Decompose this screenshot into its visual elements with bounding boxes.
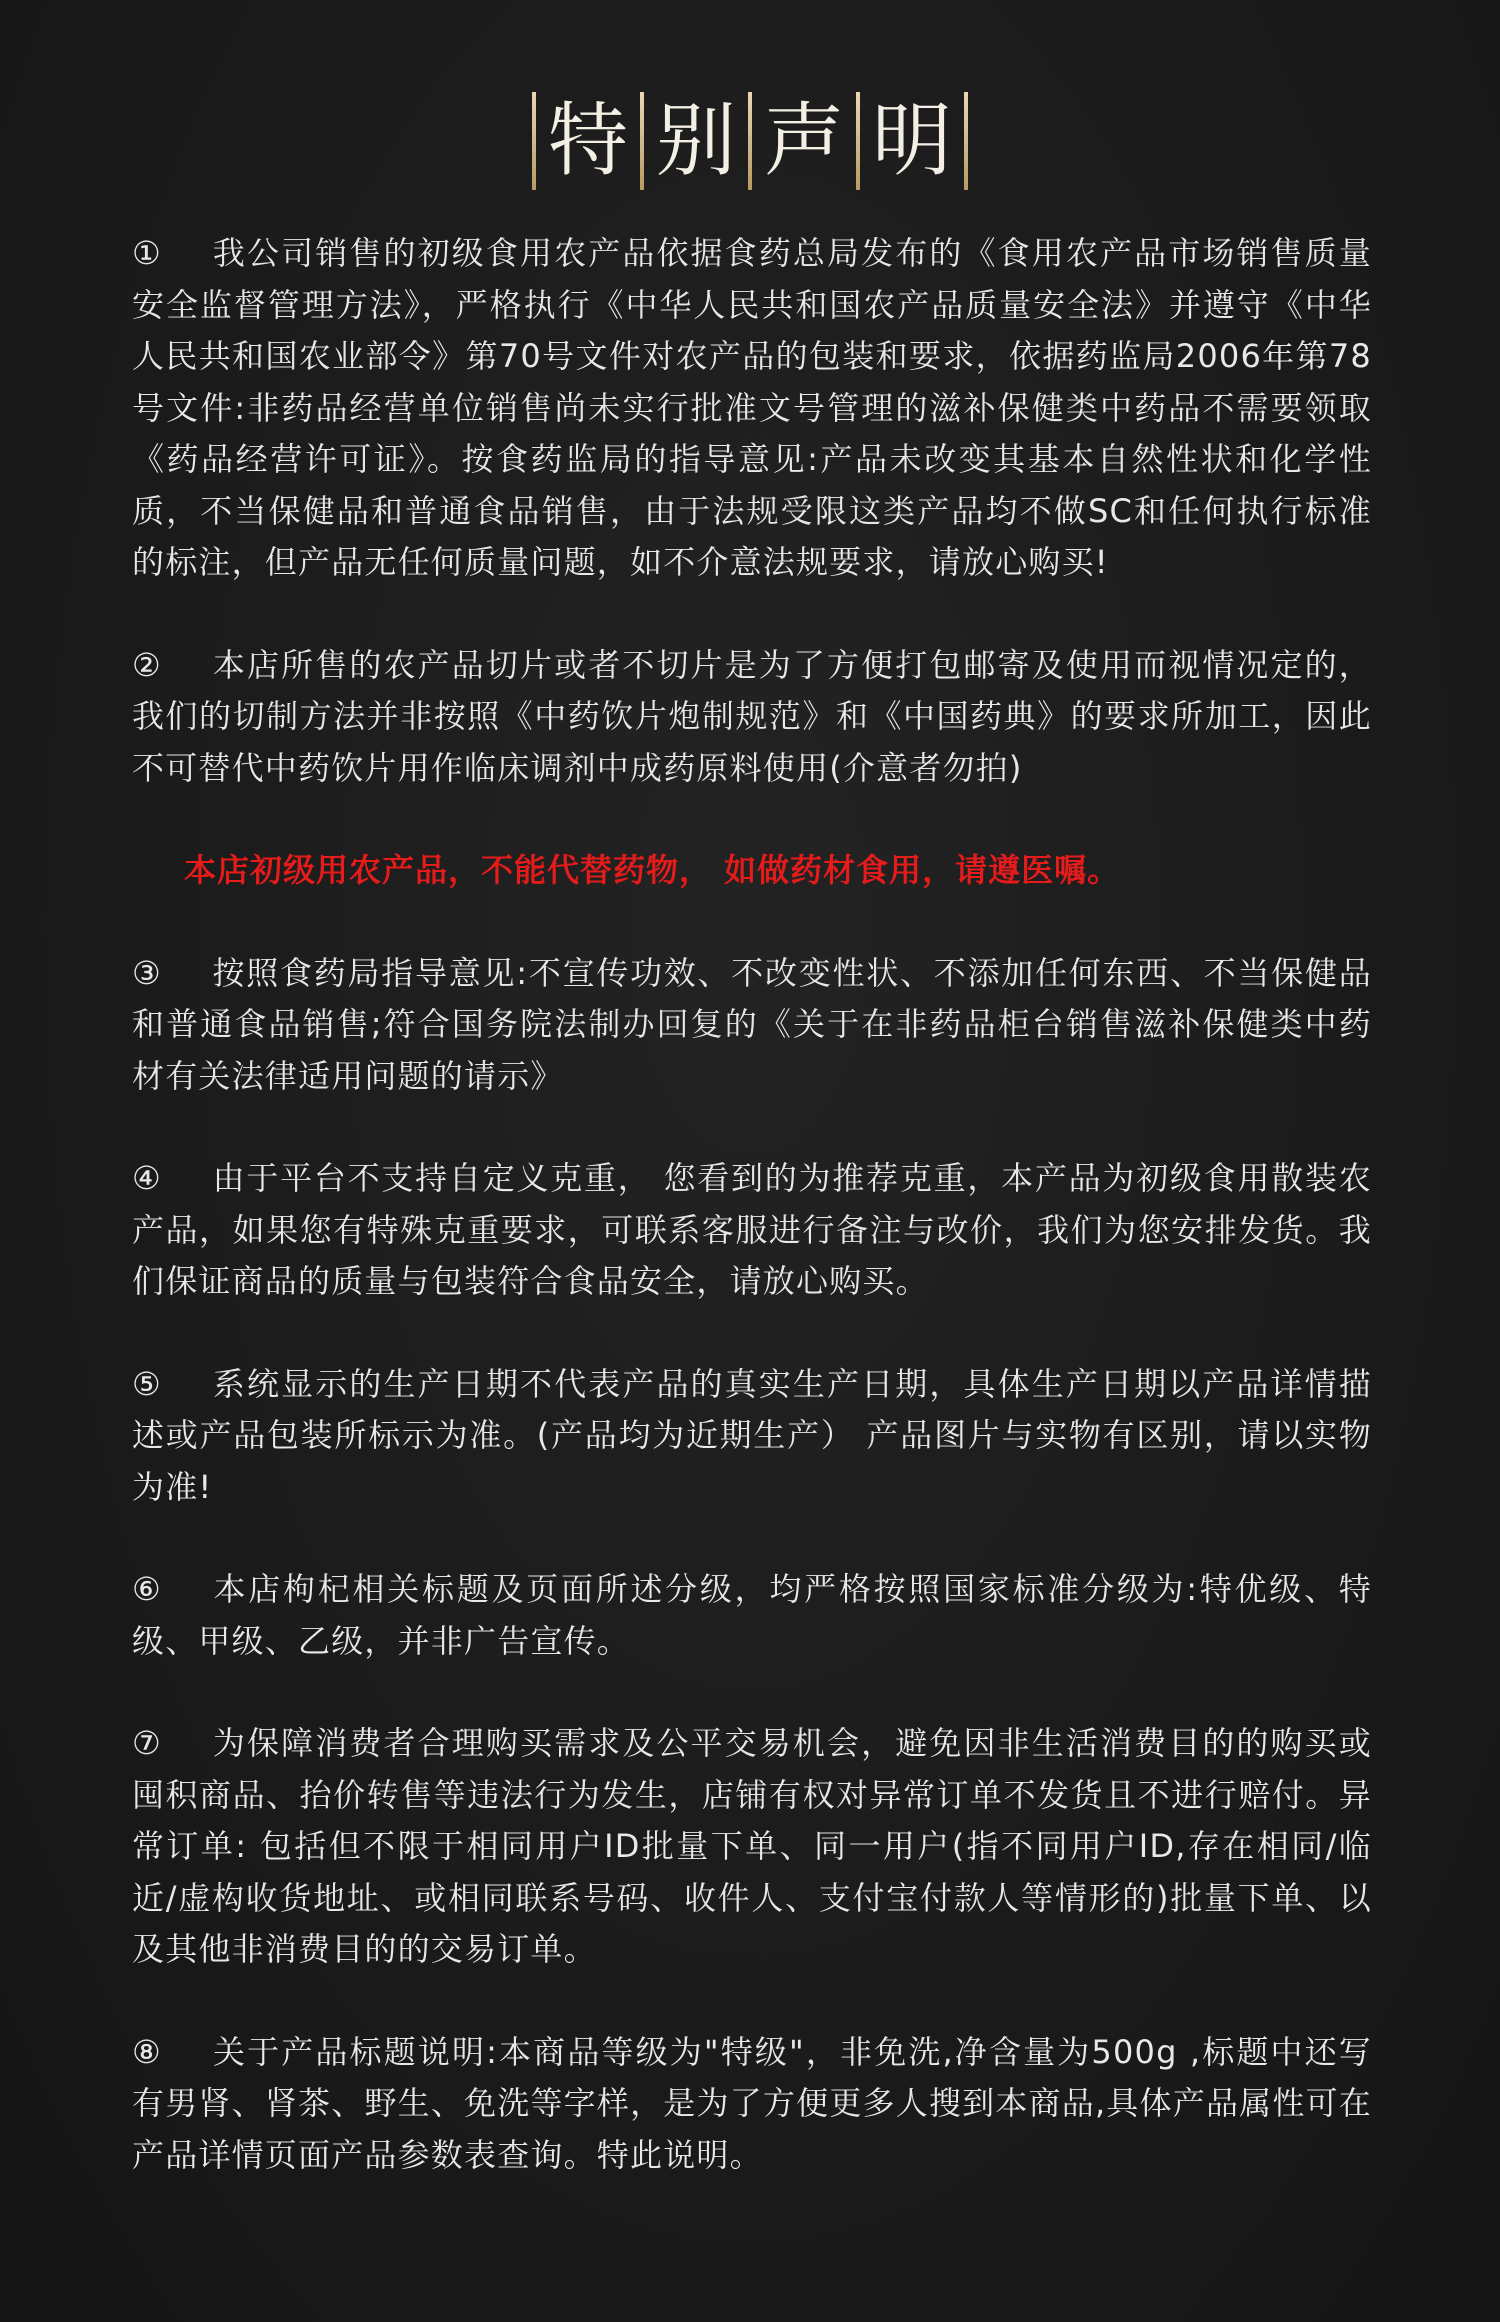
statement-body bbox=[132, 228, 1372, 2232]
paragraph-text: 由于平台不支持自定义克重， 您看到的为推荐克重，本产品为初级食用散装农产品，如果您有特殊克重要求，可联系客服进行备注与改价，我们为您安排发货。我们保证商品的质量与包装符合食品安全，请放心购买。 bbox=[132, 1159, 1372, 1300]
title-divider bbox=[964, 92, 968, 190]
title-char: 别 bbox=[656, 94, 736, 187]
statement-paragraph-5 bbox=[132, 1359, 1372, 1514]
page-title bbox=[0, 92, 1500, 190]
paragraph-number: ④ bbox=[132, 1159, 162, 1197]
title-divider bbox=[748, 92, 752, 190]
paragraph-text: 为保障消费者合理购买需求及公平交易机会，避免因非生活消费目的的购买或囤积商品、抬价转售等违法行为发生，店铺有权对异常订单不发货且不进行赔付。异常订单: 包括但不限于相同用户ID批量下单、同一用户(指不同用户ID,存在相同/临近/虚构收货地址、或相同联系号码、收件人、支付宝付款人等情形的)批量下单、以及其他非消费目的的交易订单。 bbox=[132, 1724, 1372, 1968]
paragraph-number: ⑥ bbox=[132, 1570, 162, 1608]
paragraph-text: 关于产品标题说明:本商品等级为"特级"，非免洗,净含量为500g ,标题中还写有男肾、肾茶、野生、免洗等字样，是为了方便更多人搜到本商品,具体产品属性可在产品详情页面产品参数表查询。特此说明。 bbox=[132, 2032, 1372, 2174]
statement-paragraph-1 bbox=[132, 228, 1372, 589]
statement-paragraph-2 bbox=[132, 640, 1372, 795]
statement-paragraph-3 bbox=[132, 948, 1372, 1103]
paragraph-text: 系统显示的生产日期不代表产品的真实生产日期，具体生产日期以产品详情描述或产品包装所标示为准。(产品均为近期生产） 产品图片与实物有区别，请以实物为准! bbox=[132, 1364, 1372, 1506]
statement-paragraph-6 bbox=[132, 1564, 1372, 1667]
paragraph-number: ⑧ bbox=[132, 2032, 162, 2071]
title-divider bbox=[640, 92, 644, 190]
title-char: 声 bbox=[764, 94, 844, 187]
title-char: 特 bbox=[548, 94, 628, 187]
paragraph-number: ⑦ bbox=[132, 1724, 162, 1762]
paragraph-number: ⑤ bbox=[132, 1364, 162, 1403]
paragraph-number: ③ bbox=[132, 953, 162, 992]
paragraph-text: 我公司销售的初级食用农产品依据食药总局发布的《食用农产品市场销售质量安全监督管理方法》，严格执行《中华人民共和国农产品质量安全法》并遵守《中华人民共和国农业部令》第70号文件对农产品的包装和要求，依据药监局2006年第78号文件:非药品经营单位销售尚未实行批准文号管理的滋补保健类中药品不需要领取《药品经营许可证》。按食药监局的指导意见:产品未改变其基本自然性状和化学性质，不当保健品和普通食品销售，由于法规受限这类产品均不做SC和任何执行标准的标注，但产品无任何质量问题，如不介意法规要求，请放心购买! bbox=[132, 234, 1372, 581]
warning-notice: 本店初级用农产品，不能代替药物， 如做药材食用，请遵医嘱。 bbox=[184, 851, 1121, 889]
paragraph-number: ② bbox=[132, 645, 162, 684]
paragraph-text: 按照食药局指导意见:不宣传功效、不改变性状、不添加任何东西、不当保健品和普通食品销售;符合国务院法制办回复的《关于在非药品柜台销售滋补保健类中药材有关法律适用问题的请示》 bbox=[132, 953, 1372, 1095]
title-divider bbox=[856, 92, 860, 190]
title-char: 明 bbox=[872, 94, 952, 187]
paragraph-text: 本店所售的农产品切片或者不切片是为了方便打包邮寄及使用而视情况定的，我们的切制方法并非按照《中药饮片炮制规范》和《中国药典》的要求所加工，因此不可替代中药饮片用作临床调剂中成药原料使用(介意者勿拍) bbox=[132, 645, 1372, 787]
paragraph-text: 本店枸杞相关标题及页面所述分级，均严格按照国家标准分级为:特优级、特级、甲级、乙级，并非广告宣传。 bbox=[132, 1570, 1372, 1660]
statement-paragraph-7 bbox=[132, 1718, 1372, 1976]
statement-paragraph-4 bbox=[132, 1153, 1372, 1308]
paragraph-number: ① bbox=[132, 234, 162, 272]
title-divider bbox=[532, 92, 536, 190]
statement-paragraph-8 bbox=[132, 2027, 1372, 2182]
